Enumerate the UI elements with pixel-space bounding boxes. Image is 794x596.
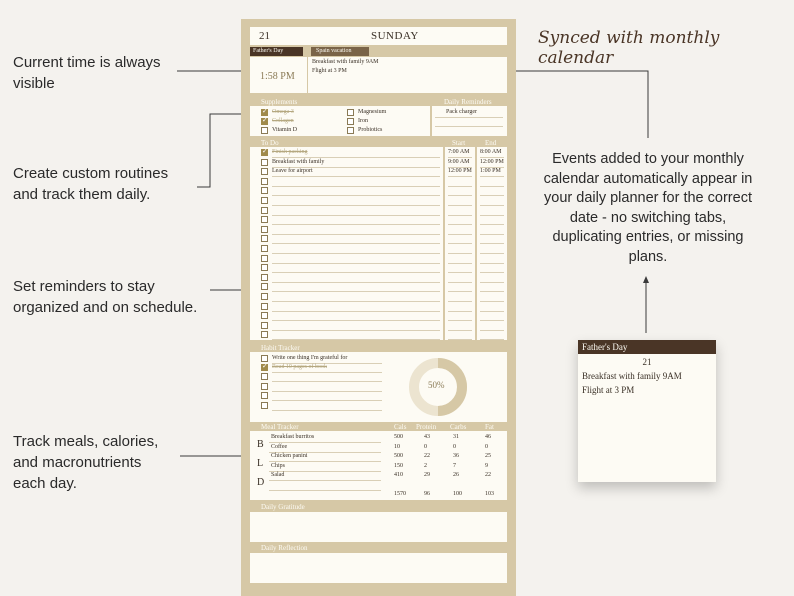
tag-spain-vacation[interactable]: Spain vacation [311,47,369,56]
meal-carbs[interactable]: 7 [453,462,456,469]
mini-calendar-card [578,340,716,482]
supplement-label: Omega 3 [272,109,294,115]
meal-letter-b: B [257,439,264,450]
reminders-title: Daily Reminders [444,98,492,106]
mini-calendar-event: Flight at 3 PM [582,385,635,395]
supplement-checkbox-omega[interactable] [261,109,268,116]
meal-letter-l: L [257,458,264,469]
todo-checkbox[interactable] [261,331,268,338]
todo-checkbox[interactable] [261,255,268,262]
supplement-label: Vitamin D [272,127,298,133]
meal-letter-d: D [257,477,265,488]
todo-end-label: End [485,139,497,147]
supplement-checkbox-magnesium[interactable] [347,109,354,116]
meal-cals[interactable]: 10 [394,443,400,450]
todo-start-time[interactable]: 7:00 AM [448,149,470,155]
mini-calendar-date: 21 [642,357,652,367]
todo-checkbox[interactable] [261,207,268,214]
meal-name[interactable]: Chicken panini [271,453,308,459]
todo-end-time[interactable]: 1:00 PM [480,168,501,175]
todo-checkbox[interactable] [261,178,268,185]
meal-carbs[interactable]: 31 [453,434,459,440]
meal-col-carbs: Carbs [450,423,467,431]
meal-col-protein: Protein [416,423,437,431]
todo-checkbox[interactable] [261,245,268,252]
meal-carbs[interactable]: 0 [453,443,456,450]
meal-cals[interactable]: 500 [394,453,403,459]
current-time: 1:58 PM [260,71,295,82]
meal-total-cals: 1570 [394,491,406,497]
annotation-custom-routines: Create custom routines and track them daily. [13,165,169,203]
todo-start-label: Start [452,139,466,147]
habit-checkbox[interactable] [261,402,268,409]
meal-col-cals: Cals [394,423,407,431]
supplements-title: Supplements [261,98,298,106]
supplement-checkbox-probiotics[interactable] [347,127,354,134]
meal-cals[interactable]: 150 [394,462,403,469]
habit-checkbox[interactable] [261,383,268,390]
annotation-meals: Track meals, calories, and macronutrients each day. [13,433,159,492]
habit-percent: 50% [428,380,445,390]
gratitude-title: Daily Gratitude [261,503,305,511]
meal-protein[interactable]: 43 [424,434,430,440]
todo-checkbox[interactable] [261,274,268,281]
meal-name[interactable]: Coffee [271,443,288,450]
habit-checkbox[interactable] [261,373,268,380]
meal-protein[interactable]: 22 [424,453,430,459]
gratitude-panel[interactable] [250,512,507,542]
todo-end-time[interactable]: 8:00 AM [480,149,502,155]
supplement-checkbox-collagen[interactable] [261,118,268,125]
todo-checkbox[interactable] [261,235,268,242]
meal-fat[interactable]: 22 [485,472,491,478]
supplement-label: Probiotics [358,127,383,133]
supplement-checkbox-iron[interactable] [347,118,354,125]
meal-name[interactable]: Chips [271,462,286,469]
todo-checkbox[interactable] [261,322,268,329]
daily-planner [241,19,516,596]
meal-carbs[interactable]: 36 [453,453,459,459]
events-description: Events added to your monthly calendar automatically appear in your daily planner for the correct date - no switching tabs, duplicating entries, or missing plans. [543,151,753,265]
meal-total-protein: 96 [424,491,430,497]
reminder-item[interactable]: Pack charger [446,109,478,115]
meal-total-carbs: 100 [453,491,462,497]
annotation-current-time: Current time is always visible [13,54,161,92]
todo-checkbox[interactable] [261,159,268,166]
habit-checkbox-read[interactable] [261,364,268,371]
day-name: SUNDAY [371,30,419,42]
todo-checkbox[interactable] [261,197,268,204]
meal-name[interactable]: Breakfast burritos [271,434,315,440]
todo-checkbox[interactable] [261,312,268,319]
meal-carbs[interactable]: 26 [453,472,459,478]
todo-label: Finish packing [272,149,308,155]
todo-title: To Do [261,139,279,147]
synced-title: Synced with monthly calendar [538,28,720,68]
meal-total-fat: 103 [485,491,494,497]
todo-start-time[interactable]: 9:00 AM [448,158,470,165]
mini-calendar-header: Father's Day [578,340,716,354]
todo-checkbox[interactable] [261,168,268,175]
supplement-label: Collagen [272,118,294,124]
meal-fat[interactable]: 0 [485,443,488,450]
todo-checkbox[interactable] [261,226,268,233]
meal-cals[interactable]: 410 [394,472,403,478]
todo-checkbox[interactable] [261,264,268,271]
habit-label: Read 10 pages of book [272,364,327,370]
todo-checkbox[interactable] [261,293,268,300]
todo-label: Breakfast with family [272,158,325,165]
todo-checkbox[interactable] [261,216,268,223]
date-number: 21 [259,30,270,42]
reflection-title: Daily Reflection [261,544,308,552]
meal-protein[interactable]: 0 [424,443,427,450]
meal-fat[interactable]: 46 [485,434,491,440]
todo-checkbox[interactable] [261,187,268,194]
habit-label: Write one thing I'm grateful for [272,355,348,361]
todo-checkbox[interactable] [261,283,268,290]
todo-end-time[interactable]: 12:00 PM [480,158,504,165]
supplement-label: Iron [358,118,368,124]
meal-col-fat: Fat [485,423,494,431]
event-item: Breakfast with family 9AM [312,59,379,65]
todo-checkbox[interactable] [261,303,268,310]
meal-title: Meal Tracker [261,423,299,431]
arrow-mini [643,276,649,283]
meal-protein[interactable]: 2 [424,462,427,469]
supplement-label: Magnesium [358,109,387,115]
meal-fat[interactable]: 25 [485,453,491,459]
habit-checkbox-grateful[interactable] [261,355,268,362]
habit-checkbox[interactable] [261,392,268,399]
meal-protein[interactable]: 29 [424,472,430,478]
supplement-checkbox-vitamin-d[interactable] [261,127,268,134]
tag-fathers-day[interactable]: Father's Day [250,47,303,56]
annotation-reminders: Set reminders to stay organized and on schedule. [13,278,198,316]
reflection-panel[interactable] [250,553,507,583]
mini-calendar-event: Breakfast with family 9AM [582,371,682,381]
meal-cals[interactable]: 500 [394,434,403,440]
todo-start-time[interactable]: 12:00 PM [448,168,472,175]
todo-checkbox[interactable] [261,149,268,156]
meal-name[interactable]: Salad [271,472,285,478]
meal-fat[interactable]: 9 [485,462,488,469]
todo-label: Leave for airport [272,168,313,175]
habit-title: Habit Tracker [261,344,300,352]
event-item: Flight at 3 PM [312,68,347,74]
